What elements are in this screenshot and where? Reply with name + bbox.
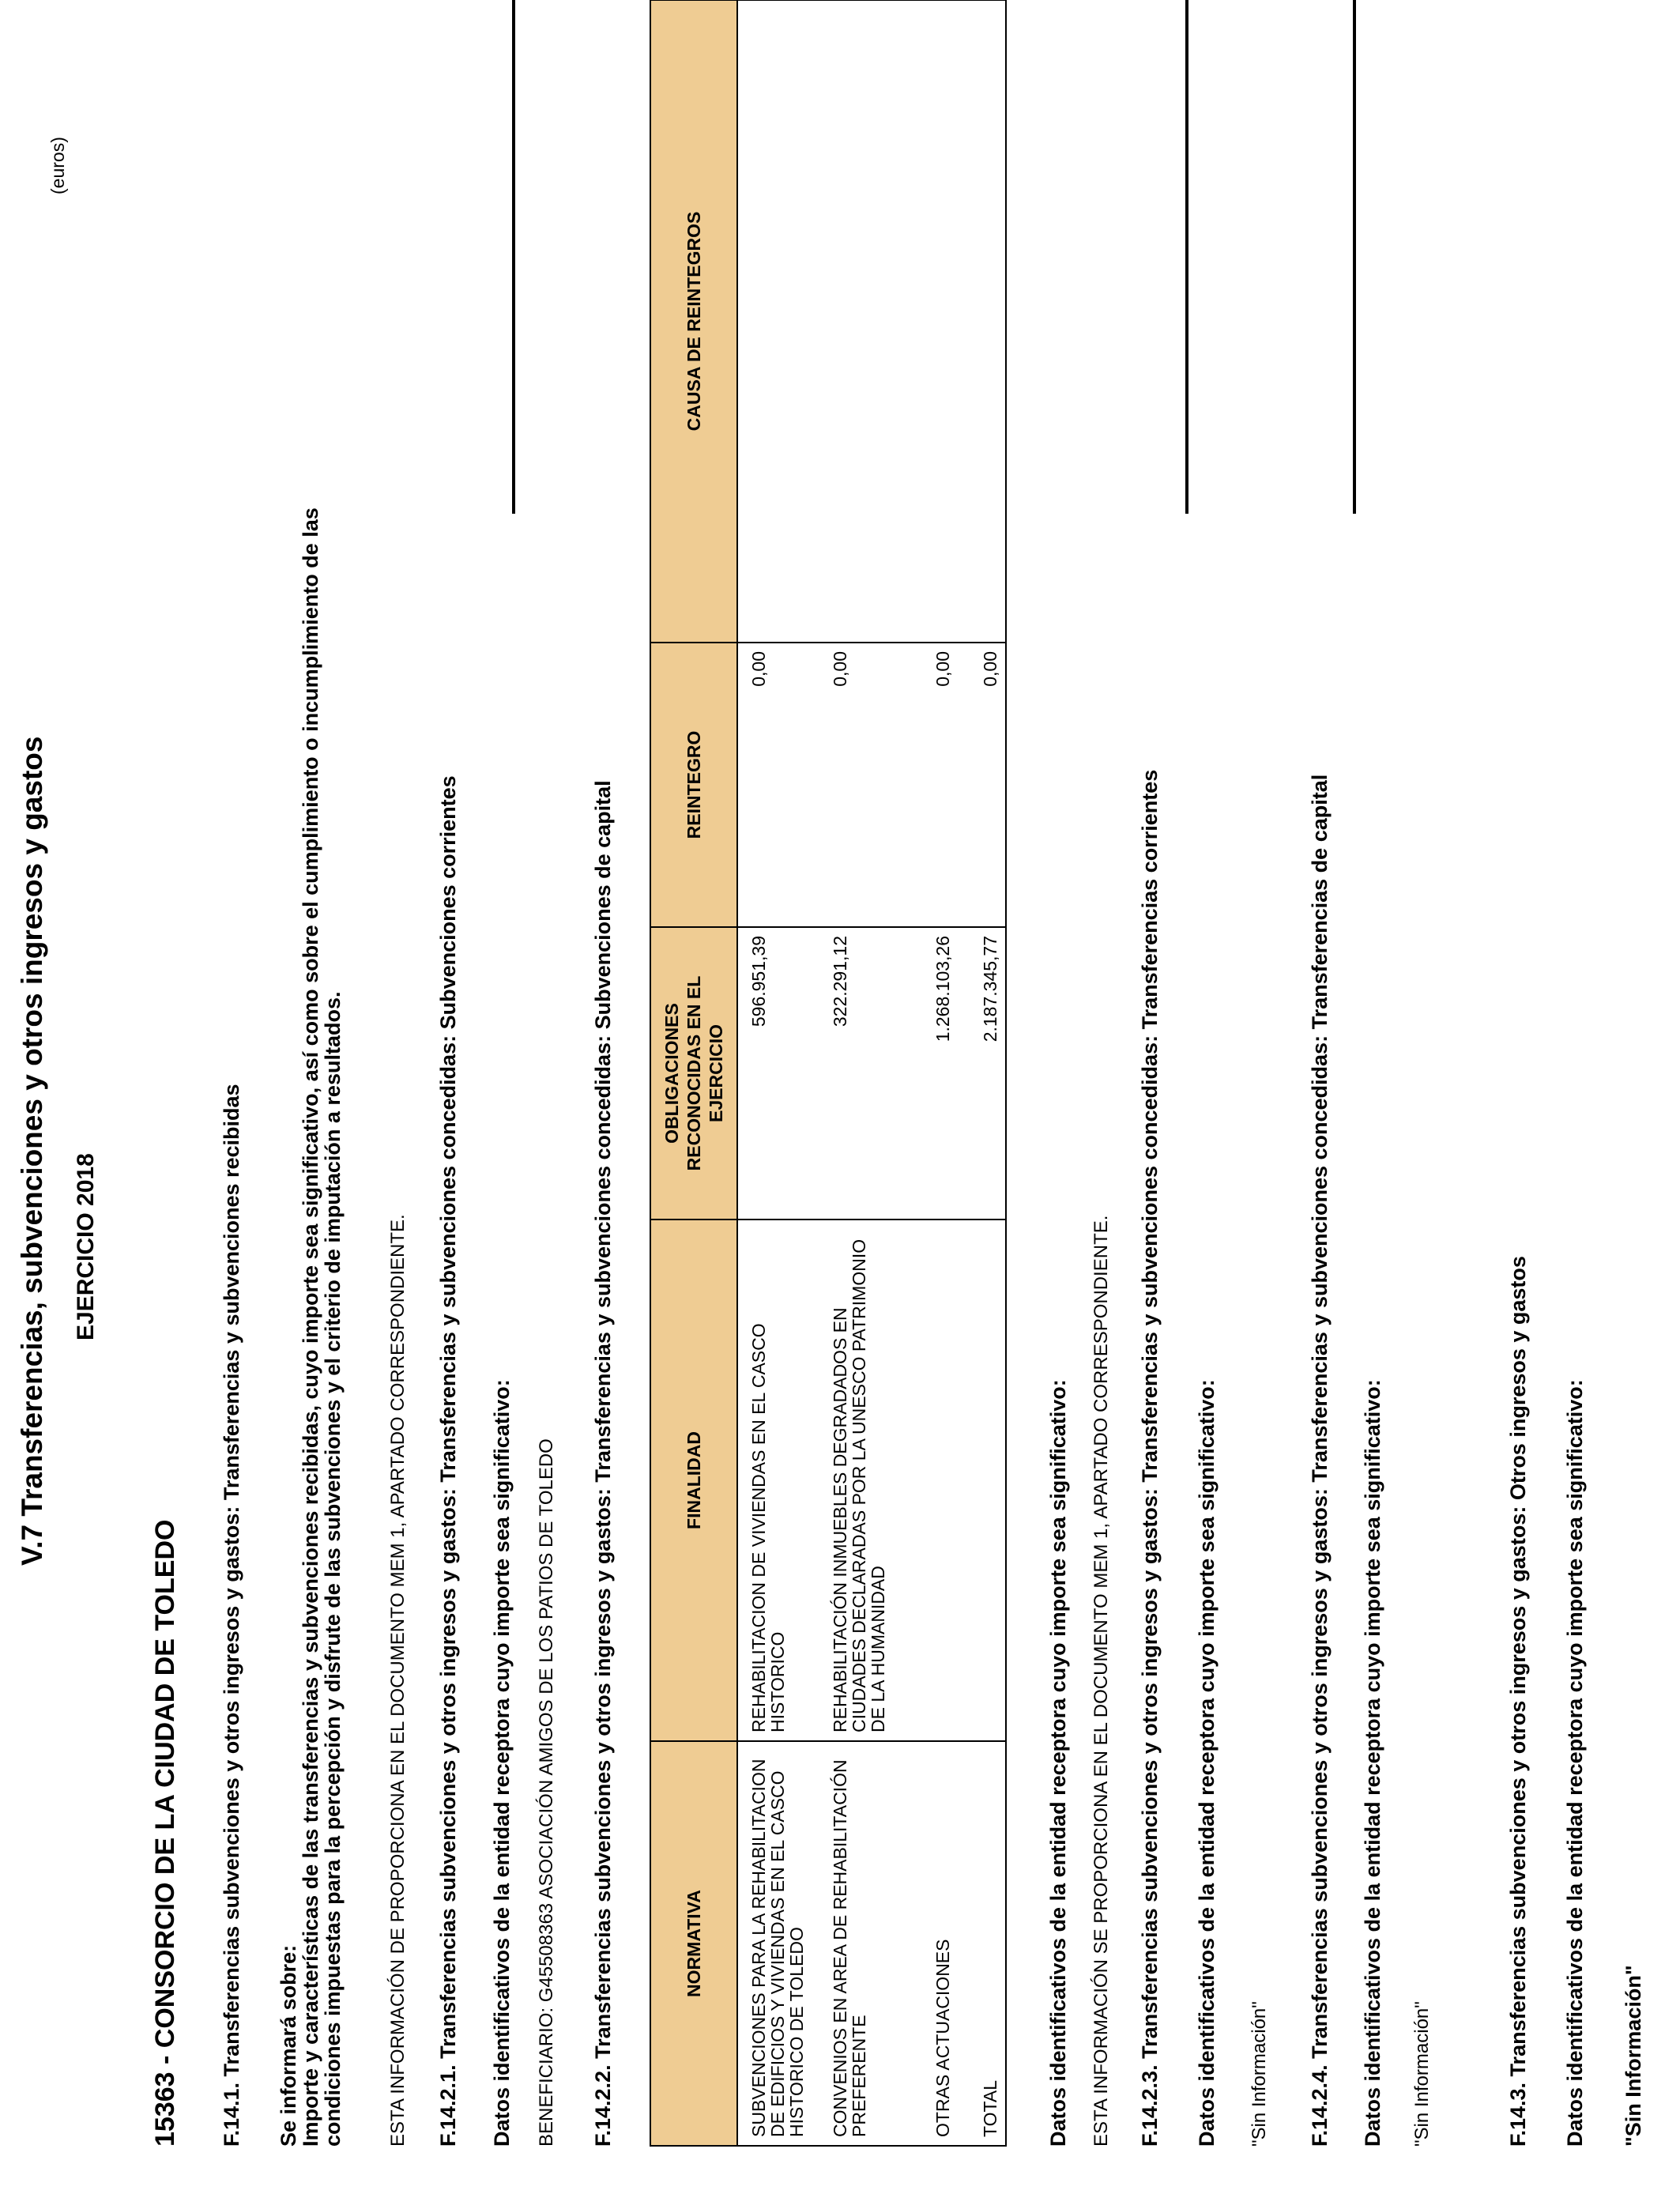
f143-datos: Datos identificativos de la entidad receptora cuyo importe sea significativo: <box>1563 1379 1587 2147</box>
f141-note: ESTA INFORMACIÓN DE PROPORCIONA EN EL DOCUMENTO MEM 1, APARTADO CORRESPONDIENTE. <box>387 1214 409 2147</box>
unit-note: (euros) <box>47 137 68 194</box>
cell-obligaciones: 1.268.103,26 <box>929 927 976 1220</box>
cell-normativa: OTRAS ACTUACIONES <box>929 1741 976 2146</box>
f141-se-informara: Se informará sobre: <box>277 1944 300 2147</box>
cell-normativa: SUBVENCIONES PARA LA REHABILITACION DE EDIFICIOS Y VIVIENDAS EN EL CASCO HISTORICO DE TOLEDO <box>737 1741 826 2146</box>
cell-reintegro: 0,00 <box>929 643 976 927</box>
cell-finalidad: REHABILITACIÓN INMUEBLES DEGRADADOS EN CIUDADES DECLARADAS POR LA UNESCO PATRIMONIO DE LA HUMANIDAD <box>826 1220 929 1741</box>
f1423-sin-info: "Sin Información" <box>1249 2001 1270 2147</box>
cell-finalidad <box>929 1220 976 1741</box>
subvenciones-capital-table <box>650 0 1007 2147</box>
f1423-heading: F.14.2.3. Transferencias subvenciones y otros ingresos y gastos: Transferencias y subvenciones concedidas: Transferencias corrientes <box>1138 769 1162 2147</box>
ejercicio-title: EJERCICIO 2018 <box>73 1153 99 1340</box>
f1421-datos: Datos identificativos de la entidad receptora cuyo importe sea significativo: <box>490 1379 514 2147</box>
f1422-note: ESTA INFORMACIÓN SE PROPORCIONA EN EL DOCUMENTO MEM 1, APARTADO CORRESPONDIENTE. <box>1090 1215 1112 2147</box>
col-finalidad-header: FINALIDAD <box>650 1220 737 1741</box>
rule-f1424 <box>1353 0 1356 514</box>
table-row <box>737 0 826 2146</box>
f1422-heading: F.14.2.2. Transferencias subvenciones y otros ingresos y gastos: Transferencias y subvenciones concedidas: Subvenciones de capital <box>591 780 615 2147</box>
cell-reintegro: 0,00 <box>737 643 826 927</box>
f1423-datos: Datos identificativos de la entidad receptora cuyo importe sea significativo: <box>1195 1379 1219 2147</box>
cell-normativa: CONVENIOS EN AREA DE REHABILITACIÓN PREFERENTE <box>826 1741 929 2146</box>
col-obligaciones-header: OBLIGACIONES RECONOCIDAS EN EL EJERCICIO <box>650 927 737 1220</box>
cell-reintegro: 0,00 <box>976 643 1006 927</box>
col-reintegro-header: REINTEGRO <box>650 643 737 927</box>
cell-finalidad: REHABILITACION DE VIVIENDAS EN EL CASCO HISTORICO <box>737 1220 826 1741</box>
cell-finalidad <box>976 1220 1006 1741</box>
cell-obligaciones: 596.951,39 <box>737 927 826 1220</box>
f141-text-line2: condiciones impuestas para la percepción y disfrute de las subvenciones y el criterio de imputación a resultados. <box>321 991 345 2147</box>
rule-f1421 <box>512 0 515 514</box>
col-normativa-header: NORMATIVA <box>650 1741 737 2146</box>
f1424-heading: F.14.2.4. Transferencias subvenciones y otros ingresos y gastos: Transferencias y subvenciones concedidas: Transferencias de capital <box>1308 774 1332 2147</box>
f143-sin-info: "Sin Información" <box>1622 1965 1645 2147</box>
f1421-beneficiario: BENEFICIARIO: G45508363 ASOCIACIÓN AMIGOS DE LOS PATIOS DE TOLEDO <box>536 1438 557 2147</box>
col-causa-header: CAUSA DE REINTEGROS <box>650 0 737 643</box>
f1421-heading: F.14.2.1. Transferencias subvenciones y otros ingresos y gastos: Transferencias y subvenciones concedidas: Subvenciones corrientes <box>436 775 460 2147</box>
f141-heading: F.14.1. Transferencias subvenciones y otros ingresos y gastos: Transferencias y subvenciones recibidas <box>220 1084 243 2147</box>
f1424-datos: Datos identificativos de la entidad receptora cuyo importe sea significativo: <box>1361 1379 1384 2147</box>
f141-text-line1: Importe y características de las transferencias y subvenciones recibidas, cuyo importe sea significativo, así como sobre el cumplimiento o incumplimiento de las <box>299 507 322 2147</box>
f1422-datos: Datos identificativos de la entidad receptora cuyo importe sea significativo: <box>1046 1379 1070 2147</box>
cell-causa <box>737 0 1006 643</box>
rule-f1423 <box>1185 0 1188 514</box>
f143-heading: F.14.3. Transferencias subvenciones y otros ingresos y gastos: Otros ingresos y gastos <box>1506 1256 1530 2147</box>
cell-obligaciones: 2.187.345,77 <box>976 927 1006 1220</box>
cell-reintegro: 0,00 <box>826 643 929 927</box>
f1424-sin-info: "Sin Información" <box>1411 2001 1433 2147</box>
cell-normativa: TOTAL <box>976 1741 1006 2146</box>
page-title: V.7 Transferencias, subvenciones y otros ingresos y gastos <box>16 736 48 1566</box>
cell-obligaciones: 322.291,12 <box>826 927 929 1220</box>
entity-name: 15363 - CONSORCIO DE LA CIUDAD DE TOLEDO <box>150 1519 180 2147</box>
table-header-row <box>650 0 737 2146</box>
